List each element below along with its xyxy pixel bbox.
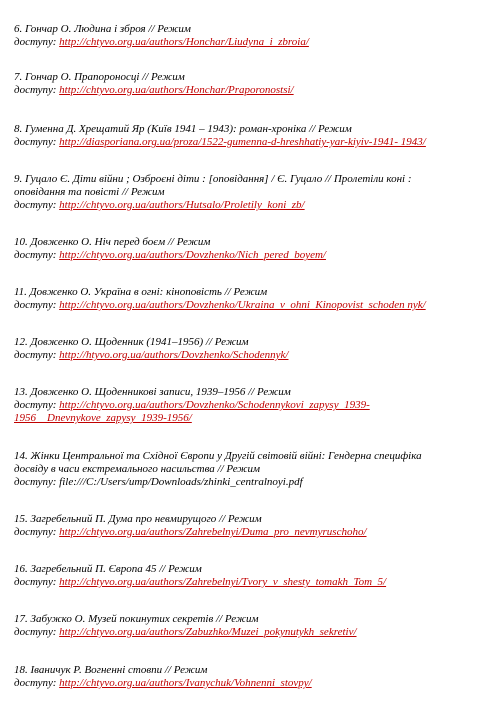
bibliography-entry [14, 563, 480, 589]
access-label: доступу: [14, 576, 57, 588]
entry-link-continued[interactable]: 1956__Dnevnykove_zapysy_1939-1956/ [14, 412, 192, 424]
entry-title: 17. Забужко О. Музей покинутих секретів // Режим [14, 613, 259, 625]
bibliography-entry [14, 336, 480, 362]
access-label: доступу: [14, 136, 57, 148]
entry-file-path: file:///C:/Users/ump/Downloads/zhinki_centralnoyi.pdf [59, 476, 303, 488]
entry-link[interactable]: http://htyvo.org.ua/authors/Dovzhenko/Schodennyk/ [59, 349, 289, 361]
access-label: доступу: [14, 476, 57, 488]
access-label: доступу: [14, 299, 57, 311]
access-label: доступу: [14, 349, 57, 361]
bibliography-entry [14, 386, 480, 425]
entry-link[interactable]: http://chtyvo.org.ua/authors/Honchar/Liudyna_i_zbroia/ [59, 36, 309, 48]
entry-link[interactable]: http://chtyvo.org.ua/authors/Dovzhenko/Ukraina_v_ohni_Kinopovist_schoden nyk/ [59, 299, 426, 311]
access-label: доступу: [14, 36, 57, 48]
access-label: доступу: [14, 626, 57, 638]
entry-title: 10. Довженко О. Ніч перед боєм // Режим [14, 236, 211, 248]
bibliography-entry [14, 613, 480, 639]
access-label: доступу: [14, 199, 57, 211]
entry-title: 13. Довженко О. Щоденникові записи, 1939–1956 // Режим [14, 386, 291, 398]
bibliography-entry [14, 23, 480, 49]
access-label: доступу: [14, 677, 57, 689]
access-label: доступу: [14, 84, 57, 96]
entry-link[interactable]: http://chtyvo.org.ua/authors/Honchar/Praporonostsi/ [59, 84, 294, 96]
entry-title-continued: оповідання та повісті // Режим [14, 186, 165, 198]
entry-title: 7. Гончар О. Прапороносці // Режим [14, 71, 185, 83]
entry-link[interactable]: http://chtyvo.org.ua/authors/Dovzhenko/Nich_pered_boyem/ [59, 249, 326, 261]
bibliography-entry [14, 450, 480, 489]
bibliography-entry [14, 173, 480, 212]
access-label: доступу: [14, 399, 57, 411]
bibliography-entry [14, 513, 480, 539]
entry-title-continued: досвіду в часи екстремального насильства // Режим [14, 463, 261, 475]
bibliography-entry [14, 286, 480, 312]
entry-title: 8. Гуменна Д. Хрещатий Яр (Київ 1941 – 1943): роман-хроніка // Режим [14, 123, 352, 135]
entry-title: 14. Жінки Центральної та Східної Європи у Другій світовій війні: Гендерна специфіка [14, 450, 422, 462]
bibliography-entry [14, 236, 480, 262]
entry-title: 9. Гуцало Є. Діти війни ; Озброєні діти : [оповідання] / Є. Гуцало // Пролетіли коні : [14, 173, 412, 185]
bibliography-entry [14, 71, 480, 97]
entry-title: 11. Довженко О. Україна в огні: кіноповість // Режим [14, 286, 268, 298]
entry-link[interactable]: http://diasporiana.org.ua/proza/1522-gumenna-d-hreshhatiy-yar-kiyiv-1941- 1943/ [59, 136, 426, 148]
entry-title: 18. Іваничук Р. Вогненні стовпи // Режим [14, 664, 208, 676]
bibliography-entry [14, 664, 480, 690]
entry-link[interactable]: http://chtyvo.org.ua/authors/Zabuzhko/Muzei_pokynutykh_sekretiv/ [59, 626, 357, 638]
entry-link[interactable]: http://chtyvo.org.ua/authors/Zahrebelnyi/Tvory_v_shesty_tomakh_Tom_5/ [59, 576, 387, 588]
entry-link[interactable]: http://chtyvo.org.ua/authors/Dovzhenko/Schodennykovi_zapysy_1939- [59, 399, 370, 411]
entry-title: 6. Гончар О. Людина і зброя // Режим [14, 23, 191, 35]
entry-title: 15. Загребельний П. Дума про невмирущого // Режим [14, 513, 262, 525]
entry-link[interactable]: http://chtyvo.org.ua/authors/Hutsalo/Proletily_koni_zb/ [59, 199, 305, 211]
access-label: доступу: [14, 526, 57, 538]
entry-title: 16. Загребельний П. Європа 45 // Режим [14, 563, 202, 575]
bibliography-entry [14, 123, 480, 149]
entry-link[interactable]: http://chtyvo.org.ua/authors/Zahrebelnyi/Duma_pro_nevmyruschoho/ [59, 526, 367, 538]
access-label: доступу: [14, 249, 57, 261]
entry-link[interactable]: http://chtyvo.org.ua/authors/Ivanychuk/Vohnenni_stovpy/ [59, 677, 312, 689]
entry-title: 12. Довженко О. Щоденник (1941–1956) // Режим [14, 336, 249, 348]
